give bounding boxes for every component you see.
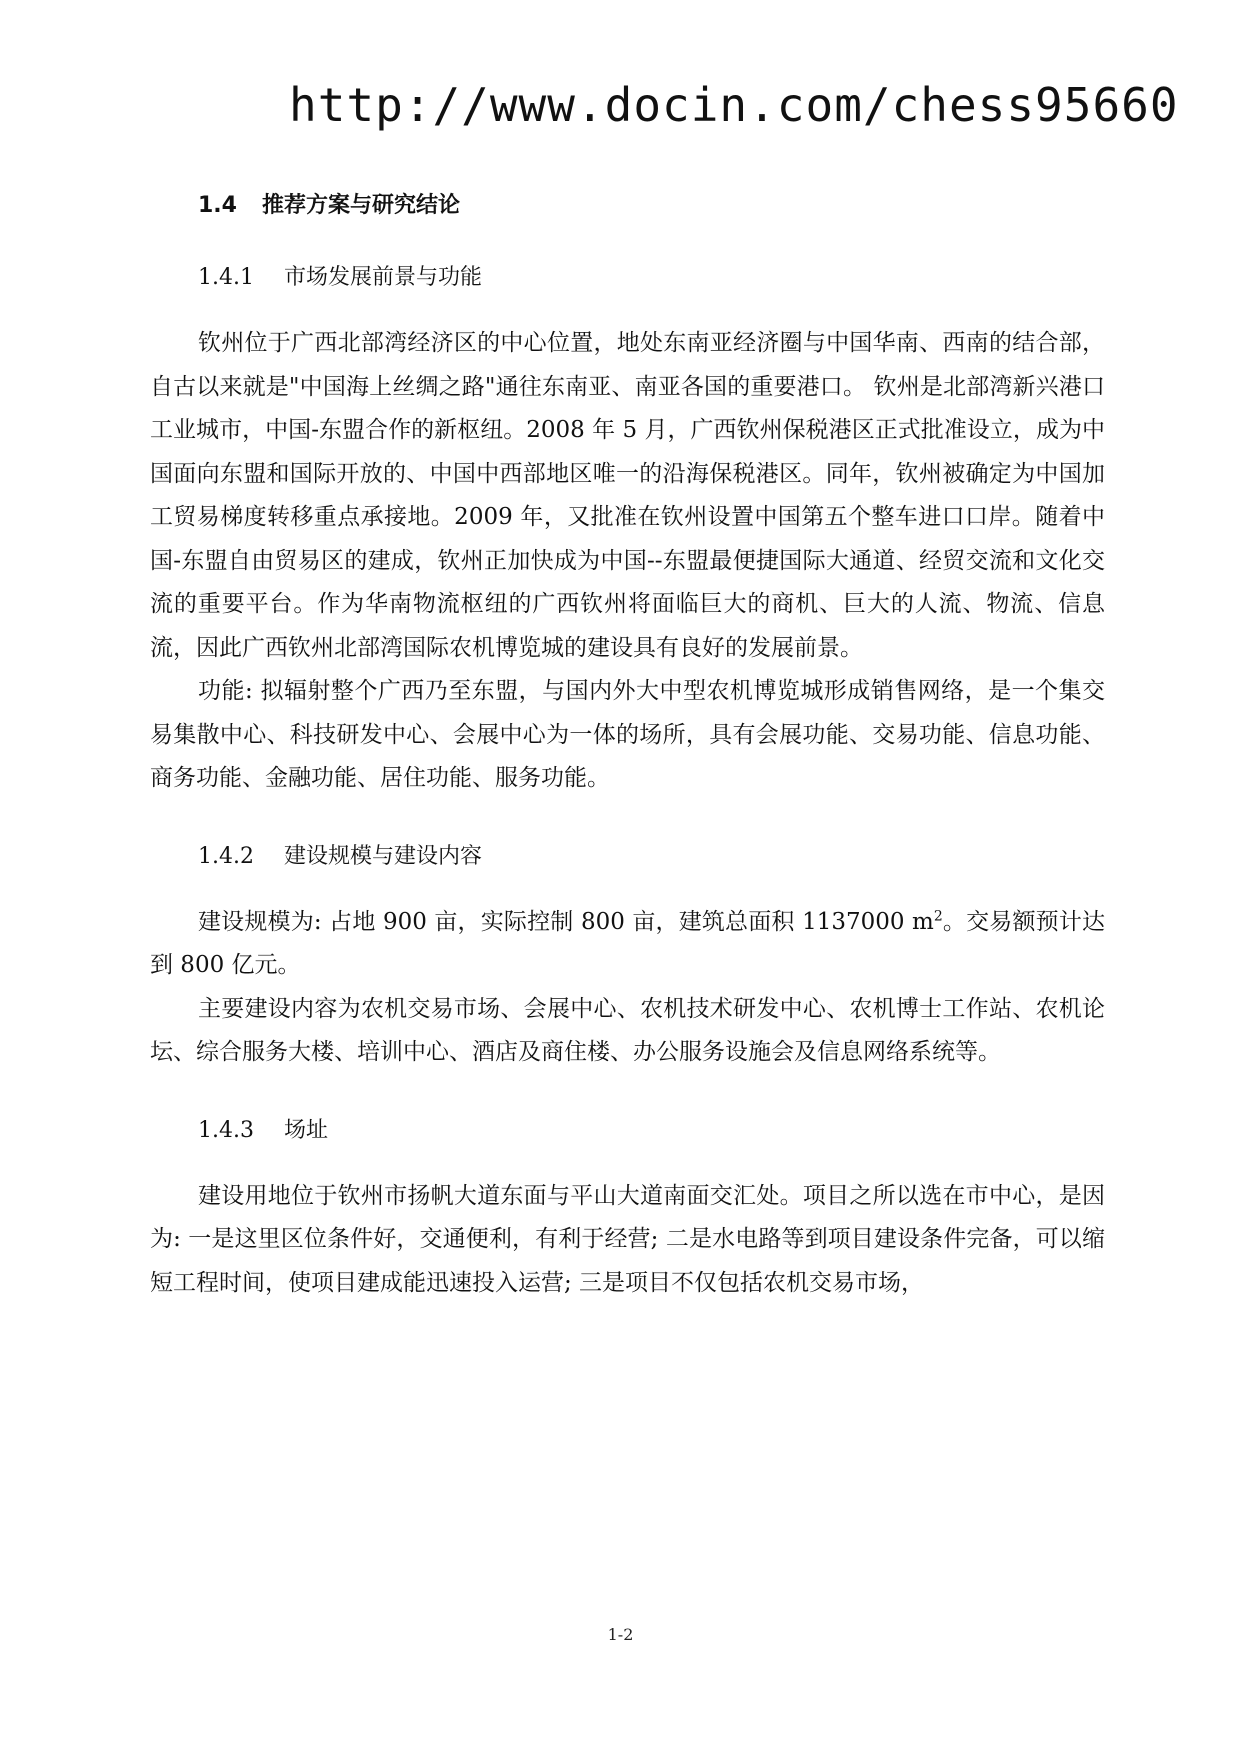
paragraph-scale: [150, 901, 1105, 988]
page-number: 1-2: [607, 1625, 634, 1644]
paragraph-site: 建设用地位于钦州市扬帆大道东面与平山大道南面交汇处。项目之所以选在市中心，是因为: 一是这里区位条件好，交通便利，有利于经营; 二是水电路等到项目建设条件完备，可以缩短工程时间，使项目建成能迅速投入运营; 三是项目不仅包括农机交易市场，: [150, 1182, 1105, 1296]
subsection-heading-2: [198, 841, 1105, 873]
paragraph-functions: 功能: 拟辐射整个广西乃至东盟，与国内外大中型农机博览城形成销售网络，是一个集交易集散中心、科技研发中心、会展中心为一体的场所，具有会展功能、交易功能、信息功能、商务功能、金融功能、居住功能、服务功能。: [150, 678, 1105, 791]
superscript-2: 2: [933, 907, 943, 924]
subsection-heading-3: [198, 1115, 1105, 1147]
scale-text: 建设规模为: 占地 900 亩，实际控制 800 亩，建筑总面积 1137000 m: [198, 908, 934, 935]
subsection-heading-1: [198, 262, 1105, 294]
subsection-title: 建设规模与建设内容: [284, 843, 483, 869]
section-title: 推荐方案与研究结论: [262, 193, 461, 218]
subsection-number: 1.4.1: [198, 265, 254, 290]
section-heading: [198, 190, 1105, 222]
scale-text-end: 。交易额预计达到 800 亿元。: [150, 908, 1106, 978]
paragraph-contents: 主要建设内容为农机交易市场、会展中心、农机技术研发中心、农机博士工作站、农机论坛、综合服务大楼、培训中心、酒店及商住楼、办公服务设施会及信息网络系统等。: [150, 995, 1105, 1065]
subsection-title: 市场发展前景与功能: [284, 265, 483, 290]
document-body: [150, 178, 1105, 1305]
subsection-title: 场址: [284, 1117, 329, 1143]
watermark-url: http://www.docin.com/chess95660: [289, 78, 1179, 132]
paragraph-market-outlook: 钦州位于广西北部湾经济区的中心位置，地处东南亚经济圈与中国华南、西南的结合部，自古以来就是"中国海上丝绸之路"通往东南亚、南亚各国的重要港口。 钦州是北部湾新兴港口工业城市，中国-东盟合作的新枢纽。2008 年 5 月，广西钦州保税港区正式批准设立，成为中国面向东盟和国际开放的、中国中西部地区唯一的沿海保税港区。同年，钦州被确定为中国加工贸易梯度转移重点承接地。2009 年，又批准在钦州设置中国第五个整车进口口岸。随着中国-东盟自由贸易区的建成，钦州正加快成为中国--东盟最便捷国际大通道、经贸交流和文化交流的重要平台。作为华南物流枢纽的广西钦州将面临巨大的商机、巨大的人流、物流、信息流，因此广西钦州北部湾国际农机博览城的建设具有良好的发展前景。: [150, 330, 1105, 661]
section-number: 1.4: [198, 193, 237, 218]
subsection-number: 1.4.3: [198, 1117, 254, 1143]
subsection-number: 1.4.2: [198, 843, 254, 869]
